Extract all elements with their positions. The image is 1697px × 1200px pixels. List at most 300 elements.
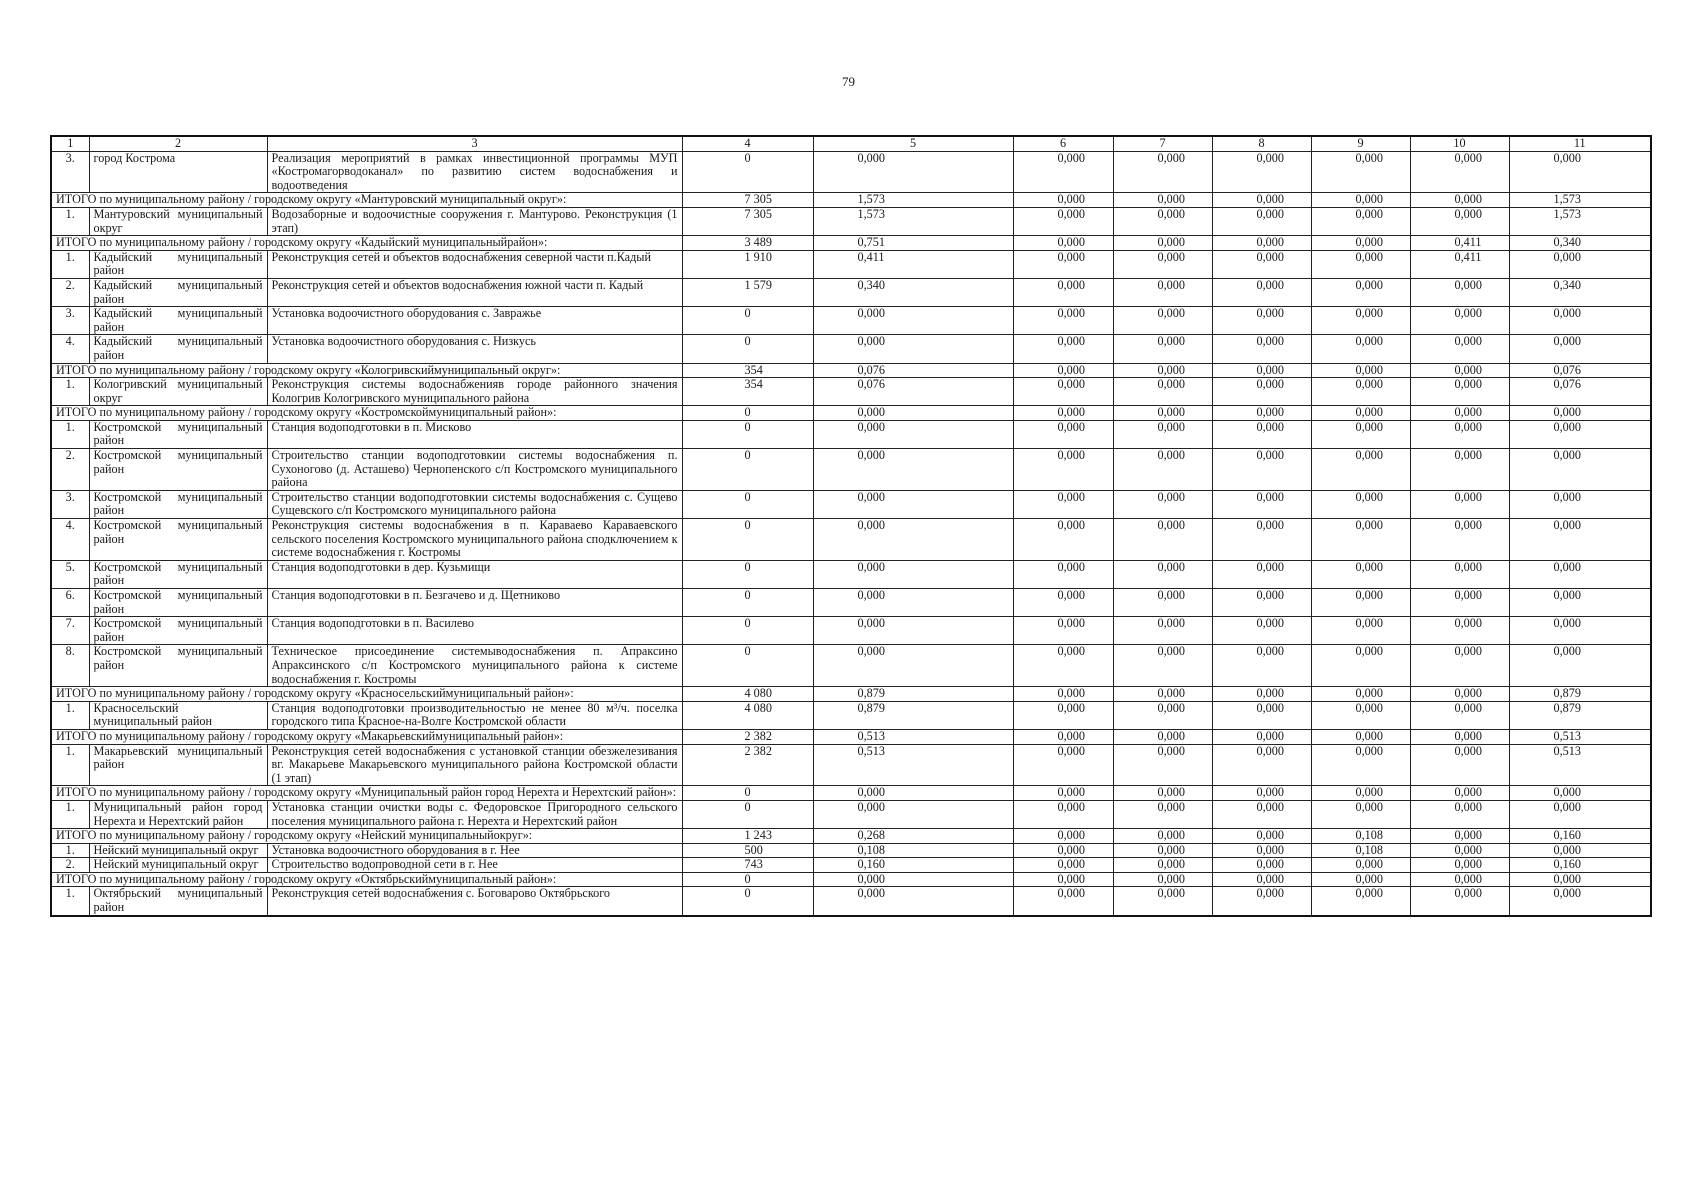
value-cell: 0,000: [1212, 151, 1311, 193]
value-cell: 0,000: [1311, 207, 1410, 235]
value-cell: 0,000: [1212, 307, 1311, 335]
value-cell: 0,000: [1013, 800, 1113, 828]
value-cell: 0,000: [1311, 193, 1410, 208]
object-cell: Реконструкция сетей и объектов водоснабжения северной части п.Кадый: [267, 250, 682, 278]
value-cell: 0,751: [813, 236, 1013, 251]
district-cell: Нейский муниципальный округ: [89, 858, 267, 873]
value-cell: 0,000: [1509, 490, 1651, 518]
value-cell: 0,000: [1113, 617, 1212, 645]
value-cell: 0,000: [1410, 786, 1509, 801]
value-cell: 0,000: [1410, 519, 1509, 561]
value-cell: 354: [682, 363, 813, 378]
value-cell: 0,000: [1509, 151, 1651, 193]
object-cell: Строительство водопроводной сети в г. Нее: [267, 858, 682, 873]
value-cell: 0,000: [1212, 744, 1311, 786]
value-cell: 0,000: [1212, 645, 1311, 687]
value-cell: 0,000: [1311, 872, 1410, 887]
value-cell: 0,000: [1113, 701, 1212, 729]
table-row: [51, 490, 1651, 518]
table-row: [51, 151, 1651, 193]
value-cell: 0,000: [1113, 490, 1212, 518]
column-header: 10: [1410, 136, 1509, 151]
district-cell: Кологривский муниципальный округ: [89, 378, 267, 406]
object-cell: Техническое присоединение системыводоснабжения п. Апраксино Апраксинского с/п Костромского муниципального района к системе водоснабжения г. Костромы: [267, 645, 682, 687]
value-cell: 0,513: [1509, 729, 1651, 744]
value-cell: 0,000: [1113, 800, 1212, 828]
district-cell: Кадыйский муниципальный район: [89, 335, 267, 363]
total-label: ИТОГО по муниципальному району / городскому округу «Мантуровский муниципальный округ»:: [51, 193, 682, 208]
value-cell: 0,000: [1013, 363, 1113, 378]
value-cell: 0,000: [1113, 151, 1212, 193]
value-cell: 0,000: [1311, 236, 1410, 251]
total-row: [51, 729, 1651, 744]
value-cell: 0,000: [1311, 589, 1410, 617]
value-cell: 0,000: [1013, 406, 1113, 421]
value-cell: 0,000: [1410, 701, 1509, 729]
district-cell: Костромской муниципальный район: [89, 560, 267, 588]
value-cell: 0,000: [813, 490, 1013, 518]
value-cell: 0,000: [1113, 406, 1212, 421]
value-cell: 0,879: [1509, 701, 1651, 729]
district-cell: Костромской муниципальный район: [89, 490, 267, 518]
value-cell: 0,000: [1410, 420, 1509, 448]
value-cell: 0,000: [1113, 193, 1212, 208]
value-cell: 0,000: [1113, 363, 1212, 378]
value-cell: 0,000: [1013, 560, 1113, 588]
value-cell: 0,000: [1311, 617, 1410, 645]
table-row: [51, 449, 1651, 491]
value-cell: 0,000: [1113, 645, 1212, 687]
object-cell: Реконструкция сетей водоснабжения с. Боговарово Октябрьского: [267, 887, 682, 916]
district-cell: Нейский муниципальный округ: [89, 843, 267, 858]
value-cell: 0: [682, 519, 813, 561]
value-cell: 0,000: [1509, 420, 1651, 448]
value-cell: 0,000: [1212, 617, 1311, 645]
table-row: [51, 887, 1651, 916]
column-header: 8: [1212, 136, 1311, 151]
value-cell: 2 382: [682, 729, 813, 744]
value-cell: 354: [682, 378, 813, 406]
value-cell: 0,000: [1410, 207, 1509, 235]
value-cell: 0,000: [813, 800, 1013, 828]
value-cell: 0,340: [1509, 236, 1651, 251]
value-cell: 0,000: [813, 449, 1013, 491]
district-cell: Макарьевский муниципальный район: [89, 744, 267, 786]
table-row: [51, 207, 1651, 235]
row-number: 2.: [51, 449, 89, 491]
value-cell: 0,000: [1212, 406, 1311, 421]
value-cell: 0,000: [1410, 858, 1509, 873]
table-row: [51, 843, 1651, 858]
value-cell: 0,000: [1311, 420, 1410, 448]
table-body: [51, 136, 1651, 916]
value-cell: 0,000: [1311, 687, 1410, 702]
district-cell: Кадыйский муниципальный район: [89, 278, 267, 306]
value-cell: 0,000: [1212, 829, 1311, 844]
row-number: 7.: [51, 617, 89, 645]
value-cell: 0,411: [813, 250, 1013, 278]
value-cell: 0,000: [1013, 744, 1113, 786]
total-row: [51, 872, 1651, 887]
value-cell: 0,000: [1212, 363, 1311, 378]
value-cell: 1,573: [1509, 193, 1651, 208]
value-cell: 0,000: [1113, 858, 1212, 873]
value-cell: 0,000: [1013, 151, 1113, 193]
value-cell: 0,000: [1311, 729, 1410, 744]
value-cell: 0,000: [1212, 193, 1311, 208]
value-cell: 0,000: [1509, 786, 1651, 801]
value-cell: 0,000: [1509, 872, 1651, 887]
value-cell: 0,000: [1013, 687, 1113, 702]
value-cell: 0,000: [1311, 449, 1410, 491]
district-cell: Костромской муниципальный район: [89, 617, 267, 645]
value-cell: 0,076: [813, 378, 1013, 406]
table-row: [51, 617, 1651, 645]
value-cell: 0,000: [1311, 786, 1410, 801]
value-cell: 0,000: [1410, 872, 1509, 887]
value-cell: 0,000: [1013, 193, 1113, 208]
value-cell: 0: [682, 872, 813, 887]
column-header: 3: [267, 136, 682, 151]
value-cell: 0,000: [1013, 645, 1113, 687]
value-cell: 0,000: [813, 151, 1013, 193]
object-cell: Установка станции очистки воды с. Федоровское Пригородного сельского поселения муниципального района г. Нерехта и Нерехтский район: [267, 800, 682, 828]
total-label: ИТОГО по муниципальному району / городскому округу «Кологривскиймуниципальный округ»:: [51, 363, 682, 378]
value-cell: 0,000: [1113, 519, 1212, 561]
value-cell: 0,076: [1509, 378, 1651, 406]
value-cell: 0,879: [813, 687, 1013, 702]
header-row: [51, 136, 1651, 151]
value-cell: 0,000: [1509, 800, 1651, 828]
table-row: [51, 420, 1651, 448]
value-cell: 0,000: [1410, 617, 1509, 645]
value-cell: 0,000: [1212, 490, 1311, 518]
value-cell: 0,000: [1013, 872, 1113, 887]
value-cell: 0,000: [1509, 843, 1651, 858]
object-cell: Водозаборные и водоочистные сооружения г. Мантурово. Реконструкция (1 этап): [267, 207, 682, 235]
value-cell: 0,000: [1113, 687, 1212, 702]
table-row: [51, 744, 1651, 786]
value-cell: 0,000: [1212, 236, 1311, 251]
value-cell: 0,340: [1509, 278, 1651, 306]
value-cell: 1,573: [813, 193, 1013, 208]
value-cell: 0,000: [1410, 800, 1509, 828]
value-cell: 0,000: [1509, 406, 1651, 421]
value-cell: 0,000: [1410, 687, 1509, 702]
investment-table: [50, 135, 1652, 917]
value-cell: 0,000: [1509, 589, 1651, 617]
value-cell: 0,000: [1013, 887, 1113, 916]
table-row: [51, 858, 1651, 873]
value-cell: 1 579: [682, 278, 813, 306]
value-cell: 0,000: [1113, 729, 1212, 744]
value-cell: 0,000: [1410, 278, 1509, 306]
value-cell: 0,000: [1311, 519, 1410, 561]
value-cell: 0,000: [1212, 729, 1311, 744]
object-cell: Реконструкция сетей и объектов водоснабжения южной части п. Кадый: [267, 278, 682, 306]
district-cell: Костромской муниципальный район: [89, 589, 267, 617]
value-cell: 0,000: [1113, 589, 1212, 617]
value-cell: 0,000: [1311, 378, 1410, 406]
value-cell: 0,000: [813, 519, 1013, 561]
district-cell: город Кострома: [89, 151, 267, 193]
value-cell: 0,000: [1410, 363, 1509, 378]
value-cell: 0,000: [1013, 589, 1113, 617]
district-cell: Костромской муниципальный район: [89, 645, 267, 687]
value-cell: 0,000: [1212, 800, 1311, 828]
value-cell: 0,000: [1410, 151, 1509, 193]
row-number: 1.: [51, 250, 89, 278]
table-row: [51, 589, 1651, 617]
object-cell: Установка водоочистного оборудования с. Завражье: [267, 307, 682, 335]
row-number: 3.: [51, 151, 89, 193]
value-cell: 0: [682, 307, 813, 335]
value-cell: 0,000: [1212, 843, 1311, 858]
district-cell: Кадыйский муниципальный район: [89, 250, 267, 278]
total-label: ИТОГО по муниципальному району / городскому округу «Муниципальный район город Нерехта и Нерехтский район»:: [51, 786, 682, 801]
page-number: 79: [842, 74, 855, 89]
row-number: 1.: [51, 843, 89, 858]
object-cell: Станция водоподготовки в дер. Кузьмищи: [267, 560, 682, 588]
value-cell: 0,411: [1410, 250, 1509, 278]
value-cell: 0,513: [1509, 744, 1651, 786]
object-cell: Установка водоочистного оборудования с. Низкусь: [267, 335, 682, 363]
value-cell: 0,000: [1410, 193, 1509, 208]
value-cell: 0,000: [1410, 843, 1509, 858]
value-cell: 0,000: [1212, 701, 1311, 729]
row-number: 3.: [51, 490, 89, 518]
value-cell: 0,000: [1410, 560, 1509, 588]
district-cell: Кадыйский муниципальный район: [89, 307, 267, 335]
value-cell: 0,000: [1509, 250, 1651, 278]
total-row: [51, 193, 1651, 208]
value-cell: 0,000: [1311, 744, 1410, 786]
column-header: 11: [1509, 136, 1651, 151]
value-cell: 0,000: [1013, 236, 1113, 251]
value-cell: 0,000: [813, 645, 1013, 687]
value-cell: 0,000: [1212, 519, 1311, 561]
value-cell: 0: [682, 449, 813, 491]
value-cell: 0,000: [1509, 335, 1651, 363]
district-cell: Мантуровский муниципальный округ: [89, 207, 267, 235]
value-cell: 0,000: [1013, 829, 1113, 844]
value-cell: 0,000: [1113, 378, 1212, 406]
value-cell: 0,000: [1410, 490, 1509, 518]
value-cell: 0,000: [1113, 872, 1212, 887]
value-cell: 0,000: [1410, 378, 1509, 406]
value-cell: 0,000: [813, 589, 1013, 617]
object-cell: Реконструкция системы водоснабженияв городе районного значения Кологрив Кологривского муниципального района: [267, 378, 682, 406]
total-row: [51, 363, 1651, 378]
district-cell: Муниципальный район город Нерехта и Нерехтский район: [89, 800, 267, 828]
value-cell: 0,879: [1509, 687, 1651, 702]
row-number: 5.: [51, 560, 89, 588]
total-label: ИТОГО по муниципальному району / городскому округу «Костромскоймуниципальный район»:: [51, 406, 682, 421]
object-cell: Реализация мероприятий в рамках инвестиционной программы МУП «Костромагорводоканал» по развитию систем водоснабжения и водоотведения: [267, 151, 682, 193]
value-cell: 0,000: [1212, 786, 1311, 801]
value-cell: 0,000: [1212, 872, 1311, 887]
table-row: [51, 378, 1651, 406]
row-number: 1.: [51, 744, 89, 786]
value-cell: 0,000: [1113, 420, 1212, 448]
total-row: [51, 236, 1651, 251]
value-cell: 0,000: [1013, 307, 1113, 335]
value-cell: 0,000: [813, 307, 1013, 335]
value-cell: 0,000: [1113, 560, 1212, 588]
row-number: 6.: [51, 589, 89, 617]
value-cell: 0: [682, 589, 813, 617]
object-cell: Строительство станции водоподготовкии системы водоснабжения п. Сухоногово (д. Асташево) Чернопенского с/п Костромского муниципального района: [267, 449, 682, 491]
value-cell: 0,000: [1509, 449, 1651, 491]
value-cell: 0,000: [1311, 560, 1410, 588]
value-cell: 0,000: [1311, 406, 1410, 421]
value-cell: 0,000: [1311, 800, 1410, 828]
value-cell: 0,000: [1212, 250, 1311, 278]
value-cell: 0,000: [1311, 250, 1410, 278]
value-cell: 1 243: [682, 829, 813, 844]
value-cell: 0,000: [1113, 307, 1212, 335]
value-cell: 0,000: [1212, 858, 1311, 873]
value-cell: 0,000: [1013, 729, 1113, 744]
table-row: [51, 250, 1651, 278]
row-number: 8.: [51, 645, 89, 687]
value-cell: 0,000: [1212, 560, 1311, 588]
value-cell: 0,000: [1113, 278, 1212, 306]
value-cell: 0,000: [1311, 335, 1410, 363]
value-cell: 0,000: [1113, 744, 1212, 786]
value-cell: 0: [682, 151, 813, 193]
value-cell: 0,000: [1013, 420, 1113, 448]
value-cell: 0,000: [1311, 307, 1410, 335]
total-label: ИТОГО по муниципальному району / городскому округу «Макарьевскиймуниципальный район»:: [51, 729, 682, 744]
value-cell: 2 382: [682, 744, 813, 786]
value-cell: 0,268: [813, 829, 1013, 844]
column-header: 7: [1113, 136, 1212, 151]
value-cell: 7 305: [682, 193, 813, 208]
row-number: 2.: [51, 858, 89, 873]
value-cell: 0: [682, 800, 813, 828]
row-number: 3.: [51, 307, 89, 335]
value-cell: 0,000: [813, 335, 1013, 363]
value-cell: 0,000: [1212, 335, 1311, 363]
value-cell: 0,000: [1509, 560, 1651, 588]
table-row: [51, 560, 1651, 588]
district-cell: Костромской муниципальный район: [89, 420, 267, 448]
value-cell: 0,000: [1410, 887, 1509, 916]
table-row: [51, 800, 1651, 828]
district-cell: Октябрьский муниципальный район: [89, 887, 267, 916]
value-cell: 0,000: [1013, 449, 1113, 491]
table-row: [51, 645, 1651, 687]
value-cell: 7 305: [682, 207, 813, 235]
column-header: 4: [682, 136, 813, 151]
object-cell: Станция водоподготовки в п. Василево: [267, 617, 682, 645]
value-cell: 0,108: [1311, 843, 1410, 858]
value-cell: 0,000: [1311, 278, 1410, 306]
table-row: [51, 701, 1651, 729]
row-number: 2.: [51, 278, 89, 306]
object-cell: Станция водоподготовки в п. Мисково: [267, 420, 682, 448]
column-header: 9: [1311, 136, 1410, 151]
total-label: ИТОГО по муниципальному району / городскому округу «Красносельскиймуниципальный район»:: [51, 687, 682, 702]
value-cell: 0,076: [1509, 363, 1651, 378]
value-cell: 0,513: [813, 729, 1013, 744]
value-cell: 0,411: [1410, 236, 1509, 251]
value-cell: 0,000: [1113, 250, 1212, 278]
table-row: [51, 307, 1651, 335]
value-cell: 0,000: [1212, 420, 1311, 448]
value-cell: 0,000: [1509, 887, 1651, 916]
value-cell: 0,000: [1013, 843, 1113, 858]
value-cell: 0,513: [813, 744, 1013, 786]
value-cell: 0,000: [1113, 236, 1212, 251]
value-cell: 0,000: [1212, 278, 1311, 306]
value-cell: 0,000: [1013, 207, 1113, 235]
column-header: 1: [51, 136, 89, 151]
value-cell: 0: [682, 406, 813, 421]
value-cell: 0,000: [1212, 207, 1311, 235]
value-cell: 0,000: [813, 887, 1013, 916]
value-cell: 0: [682, 617, 813, 645]
value-cell: 0,000: [1013, 786, 1113, 801]
value-cell: 4 080: [682, 701, 813, 729]
value-cell: 0,000: [1013, 701, 1113, 729]
value-cell: 0,000: [1113, 829, 1212, 844]
value-cell: 0,000: [1509, 307, 1651, 335]
value-cell: 0: [682, 786, 813, 801]
value-cell: 500: [682, 843, 813, 858]
total-row: [51, 786, 1651, 801]
table-row: [51, 335, 1651, 363]
value-cell: 0,000: [1311, 490, 1410, 518]
value-cell: 0,000: [1212, 378, 1311, 406]
value-cell: 0,879: [813, 701, 1013, 729]
object-cell: Реконструкция сетей водоснабжения с установкой станции обезжелезивания вг. Макарьеве Макарьевского муниципального района Костромской области (1 этап): [267, 744, 682, 786]
value-cell: 0,000: [813, 560, 1013, 588]
row-number: 1.: [51, 800, 89, 828]
value-cell: 0,000: [813, 617, 1013, 645]
value-cell: 0,000: [1013, 617, 1113, 645]
column-header: 2: [89, 136, 267, 151]
value-cell: 0,000: [1410, 744, 1509, 786]
value-cell: 0,000: [1212, 449, 1311, 491]
value-cell: 0,000: [1113, 843, 1212, 858]
value-cell: 1,573: [813, 207, 1013, 235]
value-cell: 0,160: [813, 858, 1013, 873]
value-cell: 0,000: [1410, 729, 1509, 744]
value-cell: 0: [682, 560, 813, 588]
value-cell: 0,000: [1509, 645, 1651, 687]
value-cell: 0,340: [813, 278, 1013, 306]
value-cell: 0: [682, 887, 813, 916]
value-cell: 3 489: [682, 236, 813, 251]
value-cell: 0,000: [1410, 307, 1509, 335]
column-header: 6: [1013, 136, 1113, 151]
value-cell: 0,108: [1311, 829, 1410, 844]
value-cell: 0,076: [813, 363, 1013, 378]
value-cell: 0,000: [1013, 519, 1113, 561]
value-cell: 0,000: [813, 786, 1013, 801]
table-row: [51, 278, 1651, 306]
value-cell: 0,000: [1113, 207, 1212, 235]
district-cell: Костромской муниципальный район: [89, 449, 267, 491]
object-cell: Реконструкция системы водоснабжения в п. Караваево Караваевского сельского поселения Костромского муниципального района сподключением к системе водоснабжения г. Костромы: [267, 519, 682, 561]
value-cell: 4 080: [682, 687, 813, 702]
value-cell: 0,000: [1311, 701, 1410, 729]
district-cell: Костромской муниципальный район: [89, 519, 267, 561]
value-cell: 0,000: [813, 420, 1013, 448]
row-number: 1.: [51, 701, 89, 729]
